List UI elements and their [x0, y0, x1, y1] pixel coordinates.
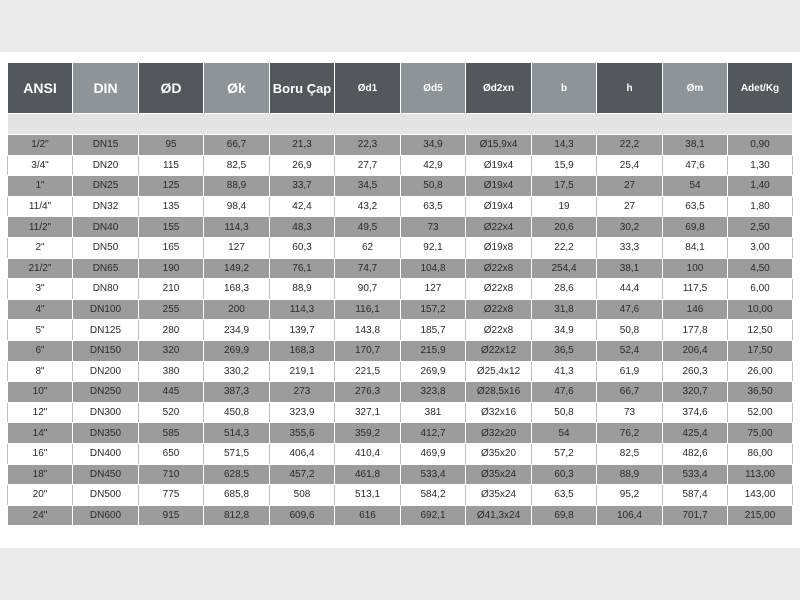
table-cell: 177,8 [663, 320, 728, 341]
table-cell: 355,6 [270, 423, 335, 444]
table-cell: 82,5 [597, 443, 663, 464]
table-cell: 50,8 [532, 402, 597, 423]
table-cell: 685,8 [204, 485, 270, 506]
table-cell: 425,4 [663, 423, 728, 444]
table-cell: 170,7 [335, 340, 401, 361]
table-cell: 92,1 [401, 237, 466, 258]
table-cell: 63,5 [401, 196, 466, 217]
table-cell: 76,2 [597, 423, 663, 444]
table-cell: 54 [532, 423, 597, 444]
table-cell: 380 [139, 361, 204, 382]
table-row [8, 485, 793, 506]
table-cell: 30,2 [597, 217, 663, 238]
table-cell: 508 [270, 485, 335, 506]
table-cell: 25,4 [597, 155, 663, 176]
table-cell: 269,9 [204, 340, 270, 361]
table-cell: 215,00 [728, 505, 793, 526]
table-row [8, 382, 793, 403]
table-cell: 127 [204, 237, 270, 258]
table-cell: 21/2" [8, 258, 73, 279]
table-cell: 3" [8, 279, 73, 300]
table-cell: 2,50 [728, 217, 793, 238]
table-cell: 650 [139, 443, 204, 464]
table-cell: 61,9 [597, 361, 663, 382]
table-cell: 47,6 [663, 155, 728, 176]
table-cell: 215,9 [401, 340, 466, 361]
table-cell: 66,7 [204, 135, 270, 156]
table-cell: DN15 [73, 135, 139, 156]
table-cell: 4,50 [728, 258, 793, 279]
table-cell: 114,3 [204, 217, 270, 238]
table-cell: 34,9 [401, 135, 466, 156]
table-cell: 88,9 [270, 279, 335, 300]
table-cell: 26,00 [728, 361, 793, 382]
table-row [8, 299, 793, 320]
spacer-row [8, 114, 793, 135]
table-cell: 3/4" [8, 155, 73, 176]
header-bolt-circle: Øk [204, 63, 270, 114]
table-cell: 11/4" [8, 196, 73, 217]
table-cell: 47,6 [532, 382, 597, 403]
table-cell: 95,2 [597, 485, 663, 506]
table-cell: 28,6 [532, 279, 597, 300]
table-cell: 44,4 [597, 279, 663, 300]
table-cell: 3,00 [728, 237, 793, 258]
table-row [8, 258, 793, 279]
table-cell: Ø22x8 [466, 299, 532, 320]
table-cell: 168,3 [270, 340, 335, 361]
table-cell: DN250 [73, 382, 139, 403]
table-cell: 38,1 [663, 135, 728, 156]
table-cell: DN350 [73, 423, 139, 444]
table-cell: 533,4 [401, 464, 466, 485]
header-b: b [532, 63, 597, 114]
table-cell: 410,4 [335, 443, 401, 464]
table-cell: 36,50 [728, 382, 793, 403]
table-cell: 41,3 [532, 361, 597, 382]
table-cell: 1" [8, 176, 73, 197]
table-cell: DN150 [73, 340, 139, 361]
table-cell: 330,2 [204, 361, 270, 382]
table-cell: 33,7 [270, 176, 335, 197]
table-cell: 12" [8, 402, 73, 423]
table-cell: 125 [139, 176, 204, 197]
table-cell: 323,8 [401, 382, 466, 403]
table-cell: Ø19x4 [466, 176, 532, 197]
table-cell: Ø15,9x4 [466, 135, 532, 156]
table-cell: 157,2 [401, 299, 466, 320]
table-cell: 219,1 [270, 361, 335, 382]
table-cell: 482,6 [663, 443, 728, 464]
table-cell: 84,1 [663, 237, 728, 258]
table-cell: 320 [139, 340, 204, 361]
header-d5: Ød5 [401, 63, 466, 114]
table-cell: 155 [139, 217, 204, 238]
table-cell: 26,9 [270, 155, 335, 176]
table-cell: 50,8 [597, 320, 663, 341]
table-cell: 710 [139, 464, 204, 485]
table-cell: 276,3 [335, 382, 401, 403]
table-cell: 43,2 [335, 196, 401, 217]
table-cell: 139,7 [270, 320, 335, 341]
table-cell: 75,00 [728, 423, 793, 444]
table-cell: DN400 [73, 443, 139, 464]
table-cell: 113,00 [728, 464, 793, 485]
table-cell: 260,3 [663, 361, 728, 382]
table-cell: 69,8 [532, 505, 597, 526]
flange-dimension-table [7, 62, 793, 526]
table-cell: 21,3 [270, 135, 335, 156]
table-cell: 445 [139, 382, 204, 403]
table-cell: 200 [204, 299, 270, 320]
table-cell: DN80 [73, 279, 139, 300]
table-cell: 775 [139, 485, 204, 506]
table-cell: DN125 [73, 320, 139, 341]
table-cell: Ø19x4 [466, 196, 532, 217]
table-cell: 812,8 [204, 505, 270, 526]
table-cell: Ø32x20 [466, 423, 532, 444]
table-cell: 57,2 [532, 443, 597, 464]
table-row [8, 237, 793, 258]
table-cell: 692,1 [401, 505, 466, 526]
table-cell: DN25 [73, 176, 139, 197]
table-cell: 11/2" [8, 217, 73, 238]
table-cell: 320,7 [663, 382, 728, 403]
table-cell: 5" [8, 320, 73, 341]
table-cell: 73 [401, 217, 466, 238]
table-cell: DN200 [73, 361, 139, 382]
table-cell: 114,3 [270, 299, 335, 320]
table-cell: 98,4 [204, 196, 270, 217]
table-cell: Ø35x24 [466, 485, 532, 506]
table-cell: 2" [8, 237, 73, 258]
table-cell: 86,00 [728, 443, 793, 464]
table-row [8, 155, 793, 176]
table-cell: 14,3 [532, 135, 597, 156]
table-cell: 1,40 [728, 176, 793, 197]
table-cell: 280 [139, 320, 204, 341]
table-cell: 104,8 [401, 258, 466, 279]
table-cell: 168,3 [204, 279, 270, 300]
table-cell: 469,9 [401, 443, 466, 464]
table-cell: 359,2 [335, 423, 401, 444]
table-cell: 143,8 [335, 320, 401, 341]
table-cell: 584,2 [401, 485, 466, 506]
table-cell: 234,9 [204, 320, 270, 341]
table-row [8, 423, 793, 444]
table-cell: 587,4 [663, 485, 728, 506]
table-cell: 609,6 [270, 505, 335, 526]
table-cell: DN40 [73, 217, 139, 238]
table-cell: Ø41,3x24 [466, 505, 532, 526]
table-cell: DN20 [73, 155, 139, 176]
table-cell: Ø22x8 [466, 279, 532, 300]
table-cell: DN50 [73, 237, 139, 258]
table-cell: 106,4 [597, 505, 663, 526]
table-cell: 88,9 [597, 464, 663, 485]
table-row [8, 135, 793, 156]
table-cell: 381 [401, 402, 466, 423]
table-cell: 323,9 [270, 402, 335, 423]
table-cell: Ø22x4 [466, 217, 532, 238]
header-weight: Adet/Kg [728, 63, 793, 114]
table-cell: 0,90 [728, 135, 793, 156]
table-cell: 49,5 [335, 217, 401, 238]
table-cell: 76,1 [270, 258, 335, 279]
table-cell: 1,80 [728, 196, 793, 217]
table-cell: 22,2 [532, 237, 597, 258]
table-cell: 52,00 [728, 402, 793, 423]
table-cell: 387,3 [204, 382, 270, 403]
table-cell: 457,2 [270, 464, 335, 485]
table-row [8, 217, 793, 238]
table-cell: 100 [663, 258, 728, 279]
table-cell: 17,50 [728, 340, 793, 361]
table-cell: 15,9 [532, 155, 597, 176]
table-cell: 48,3 [270, 217, 335, 238]
table-cell: 88,9 [204, 176, 270, 197]
table-cell: 146 [663, 299, 728, 320]
header-bolt-holes: Ød2xn [466, 63, 532, 114]
table-cell: 24" [8, 505, 73, 526]
table-cell: 18" [8, 464, 73, 485]
table-row [8, 402, 793, 423]
table-cell: 42,9 [401, 155, 466, 176]
table-cell: 60,3 [532, 464, 597, 485]
table-cell: 17,5 [532, 176, 597, 197]
table-cell: DN32 [73, 196, 139, 217]
table-cell: Ø22x12 [466, 340, 532, 361]
table-cell: DN65 [73, 258, 139, 279]
table-cell: 50,8 [401, 176, 466, 197]
table-cell: 82,5 [204, 155, 270, 176]
table-cell: 31,8 [532, 299, 597, 320]
table-cell: 54 [663, 176, 728, 197]
table-cell: 450,8 [204, 402, 270, 423]
table-cell: 14" [8, 423, 73, 444]
table-cell: 149,2 [204, 258, 270, 279]
table-cell: 90,7 [335, 279, 401, 300]
table-cell: 628,5 [204, 464, 270, 485]
table-cell: Ø35x24 [466, 464, 532, 485]
table-cell: 210 [139, 279, 204, 300]
table-cell: 273 [270, 382, 335, 403]
header-din: DIN [73, 63, 139, 114]
table-cell: 22,2 [597, 135, 663, 156]
table-cell: 1/2" [8, 135, 73, 156]
table-cell: 190 [139, 258, 204, 279]
table-cell: 143,00 [728, 485, 793, 506]
table-cell: 514,3 [204, 423, 270, 444]
header-outer-diameter: ØD [139, 63, 204, 114]
table-cell: Ø22x8 [466, 320, 532, 341]
table-cell: 520 [139, 402, 204, 423]
header-m: Øm [663, 63, 728, 114]
table-cell: 12,50 [728, 320, 793, 341]
table-cell: Ø19x4 [466, 155, 532, 176]
table-cell: 10,00 [728, 299, 793, 320]
table-cell: 461,8 [335, 464, 401, 485]
table-cell: 6" [8, 340, 73, 361]
table-cell: 47,6 [597, 299, 663, 320]
table-cell: 60,3 [270, 237, 335, 258]
table-cell: 10" [8, 382, 73, 403]
table-cell: 116,1 [335, 299, 401, 320]
table-cell: 185,7 [401, 320, 466, 341]
header-ansi: ANSI [8, 63, 73, 114]
table-row [8, 361, 793, 382]
table-cell: 374,6 [663, 402, 728, 423]
table-cell: 74,7 [335, 258, 401, 279]
table-cell: 915 [139, 505, 204, 526]
table-cell: DN450 [73, 464, 139, 485]
table-cell: DN600 [73, 505, 139, 526]
table-cell: Ø22x8 [466, 258, 532, 279]
table-cell: Ø32x16 [466, 402, 532, 423]
table-cell: 221,5 [335, 361, 401, 382]
spacer-cell [8, 114, 793, 135]
table-row [8, 340, 793, 361]
table-cell: 571,5 [204, 443, 270, 464]
table-row [8, 443, 793, 464]
header-row [8, 63, 793, 114]
table-cell: Ø35x20 [466, 443, 532, 464]
table-cell: DN500 [73, 485, 139, 506]
table-cell: 95 [139, 135, 204, 156]
header-pipe-diameter: Boru Çap [270, 63, 335, 114]
table-cell: 22,3 [335, 135, 401, 156]
table-cell: 34,9 [532, 320, 597, 341]
table-cell: 20" [8, 485, 73, 506]
table-cell: Ø25,4x12 [466, 361, 532, 382]
table-row [8, 196, 793, 217]
table-row [8, 279, 793, 300]
table-cell: 254,4 [532, 258, 597, 279]
table-sheet [0, 52, 800, 548]
table-cell: 52,4 [597, 340, 663, 361]
table-cell: 8" [8, 361, 73, 382]
table-cell: 36,5 [532, 340, 597, 361]
table-row [8, 176, 793, 197]
table-cell: 4" [8, 299, 73, 320]
header-h: h [597, 63, 663, 114]
table-row [8, 320, 793, 341]
table-cell: 701,7 [663, 505, 728, 526]
table-cell: 117,5 [663, 279, 728, 300]
table-cell: 34,5 [335, 176, 401, 197]
table-cell: DN100 [73, 299, 139, 320]
table-cell: 135 [139, 196, 204, 217]
table-cell: 27 [597, 196, 663, 217]
table-cell: 27,7 [335, 155, 401, 176]
table-cell: 27 [597, 176, 663, 197]
table-cell: 406,4 [270, 443, 335, 464]
table-body [8, 114, 793, 526]
table-cell: 1,30 [728, 155, 793, 176]
table-cell: 533,4 [663, 464, 728, 485]
header-d1: Ød1 [335, 63, 401, 114]
table-cell: DN300 [73, 402, 139, 423]
table-cell: 63,5 [663, 196, 728, 217]
table-cell: 513,1 [335, 485, 401, 506]
table-cell: 269,9 [401, 361, 466, 382]
table-row [8, 464, 793, 485]
table-cell: 327,1 [335, 402, 401, 423]
table-cell: 115 [139, 155, 204, 176]
table-cell: 616 [335, 505, 401, 526]
table-cell: 127 [401, 279, 466, 300]
table-cell: 73 [597, 402, 663, 423]
table-cell: 206,4 [663, 340, 728, 361]
table-cell: 33,3 [597, 237, 663, 258]
table-cell: 66,7 [597, 382, 663, 403]
table-cell: 42,4 [270, 196, 335, 217]
table-cell: 19 [532, 196, 597, 217]
table-cell: 20,6 [532, 217, 597, 238]
table-cell: Ø19x8 [466, 237, 532, 258]
table-row [8, 505, 793, 526]
table-cell: 412,7 [401, 423, 466, 444]
table-cell: Ø28,5x16 [466, 382, 532, 403]
table-cell: 63,5 [532, 485, 597, 506]
table-cell: 16" [8, 443, 73, 464]
table-cell: 6,00 [728, 279, 793, 300]
table-cell: 62 [335, 237, 401, 258]
table-cell: 585 [139, 423, 204, 444]
table-cell: 69,8 [663, 217, 728, 238]
table-cell: 165 [139, 237, 204, 258]
table-cell: 255 [139, 299, 204, 320]
table-cell: 38,1 [597, 258, 663, 279]
